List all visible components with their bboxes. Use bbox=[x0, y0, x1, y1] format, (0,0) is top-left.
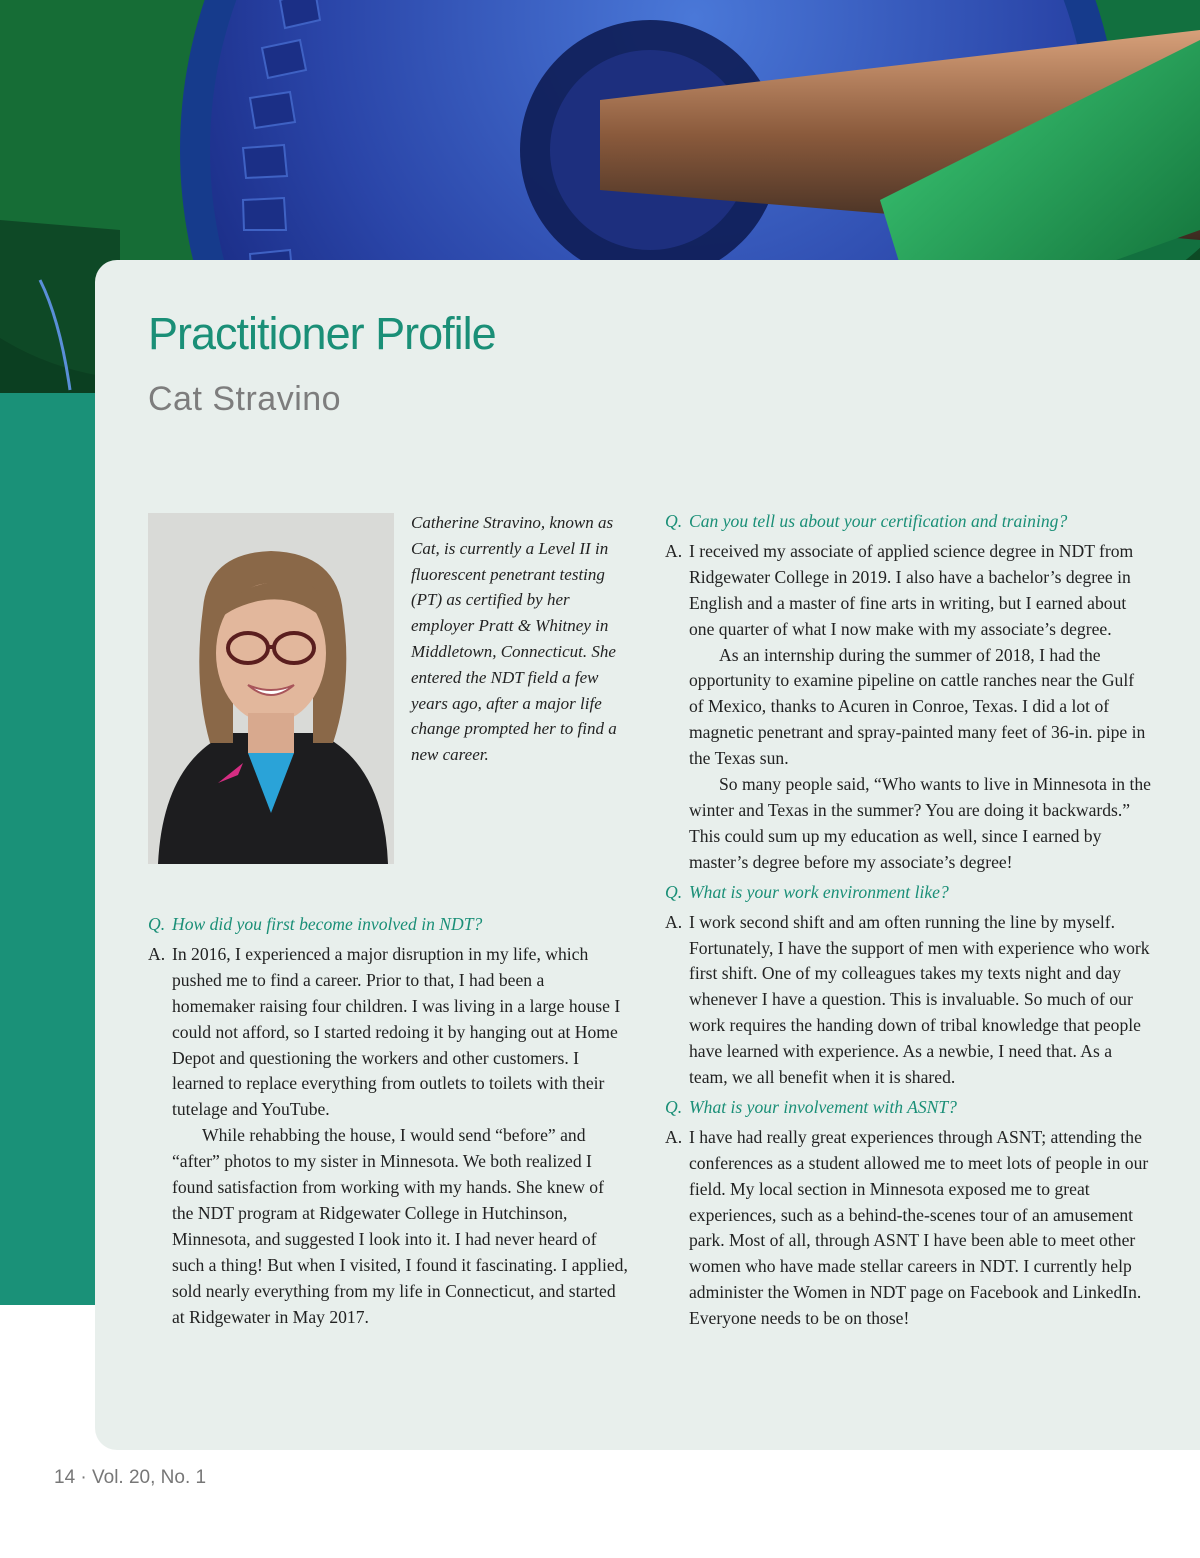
question bbox=[665, 880, 1153, 906]
right-column bbox=[665, 509, 1153, 1336]
question-text: What is your work environment like? bbox=[689, 881, 949, 902]
question bbox=[148, 912, 628, 938]
qa-block bbox=[665, 1095, 1153, 1332]
answer-paragraph: So many people said, “Who wants to live in Minnesota in the winter and Texas in the summer? You are doing it backwards.” This could sum up my education as well, since I earned by master’s degree before my associate’s degree! bbox=[689, 774, 1151, 872]
left-column bbox=[148, 912, 628, 1335]
page-title: Practitioner Profile bbox=[148, 308, 496, 359]
answer-paragraph: I have had really great experiences through ASNT; attending the conferences as a student allowed me to meet lots of people in our field. My local section in Minnesota exposed me to great experiences, such as a behind-the-scenes tour of an amusement park. Most of all, through ASNT I have been able to meet other women who have made stellar careers in NDT. I currently help administer the Women in NDT page on Facebook and LinkedIn. Everyone needs to be on those! bbox=[689, 1126, 1149, 1329]
answer-paragraph: I work second shift and am often running the line by myself. Fortunately, I have the support of men with experience who work first shift. One of my colleagues takes my texts night and day whenever I have a question. This is invaluable. So much of our work requires the handing down of tribal knowledge that people have learned with experience. As a newbie, I need that. As a team, we all benefit when it is shared. bbox=[689, 911, 1150, 1088]
question bbox=[665, 509, 1153, 535]
profile-name: Cat Stravino bbox=[148, 380, 342, 418]
answer bbox=[665, 910, 1153, 1091]
a-marker: A. bbox=[665, 911, 683, 932]
portrait-illustration bbox=[148, 513, 394, 864]
answer-paragraph: I received my associate of applied science degree in NDT from Ridgewater College in 2019. I also have a bachelor’s degree in English and a master of fine arts in writing, but I earned about one quarter of what I now make with my associate’s degree. bbox=[689, 540, 1134, 639]
qa-block bbox=[665, 509, 1153, 876]
answer bbox=[665, 1125, 1153, 1332]
answer-paragraph: While rehabbing the house, I would send “before” and “after” photos to my sister in Minnesota. We both realized I found satisfaction from working with my hands. She knew of the NDT program at Ridgewater College in Hutchinson, Minnesota, and suggested I look into it. I had never heard of such a thing! But when I visited, I found it fascinating. I applied, sold nearly everything from my life in Connecticut, and started at Ridgewater in May 2017. bbox=[172, 1125, 628, 1327]
q-marker: Q. bbox=[665, 1096, 683, 1117]
portrait-photo bbox=[148, 513, 394, 864]
a-marker: A. bbox=[665, 1126, 683, 1147]
question bbox=[665, 1095, 1153, 1121]
qa-block bbox=[148, 912, 628, 1331]
question-text: What is your involvement with ASNT? bbox=[689, 1096, 957, 1117]
q-marker: Q. bbox=[148, 914, 166, 934]
question-text: Can you tell us about your certification and training? bbox=[689, 511, 1068, 531]
answer bbox=[148, 942, 628, 1331]
a-marker: A. bbox=[665, 540, 683, 561]
q-marker: Q. bbox=[665, 511, 683, 531]
q-marker: Q. bbox=[665, 881, 683, 902]
page-folio: 14 · Vol. 20, No. 1 bbox=[54, 1467, 207, 1488]
a-marker: A. bbox=[148, 943, 166, 964]
question-text: How did you first become involved in NDT? bbox=[172, 914, 483, 934]
teal-side-band bbox=[0, 393, 96, 1305]
intro-blurb: Catherine Stravino, known as Cat, is currently a Level II in fluorescent penetrant testing (PT) as certified by her employer Pratt & Whitney in Middletown, Connecticut. She entered the NDT field a few years ago, after a major life change prompted her to find a new career. bbox=[411, 513, 617, 765]
answer-paragraph: As an internship during the summer of 2018, I had the opportunity to examine pipeline on cattle ranches near the Gulf of Mexico, thanks to Acuren in Conroe, Texas. I did a lot of magnetic penetrant and spray-painted many feet of 36-in. pipe in the Texas sun. bbox=[689, 644, 1146, 769]
answer bbox=[665, 539, 1153, 876]
answer-paragraph: In 2016, I experienced a major disruption in my life, which pushed me to find a career. Prior to that, I had been a homemaker raising four children. I was living in a large house I could not afford, so I started redoing it by hanging out at Home Depot and questioning the workers and other customers. I learned to replace everything from outlets to toilets with their tutelage and YouTube. bbox=[172, 943, 621, 1120]
qa-block bbox=[665, 880, 1153, 1091]
